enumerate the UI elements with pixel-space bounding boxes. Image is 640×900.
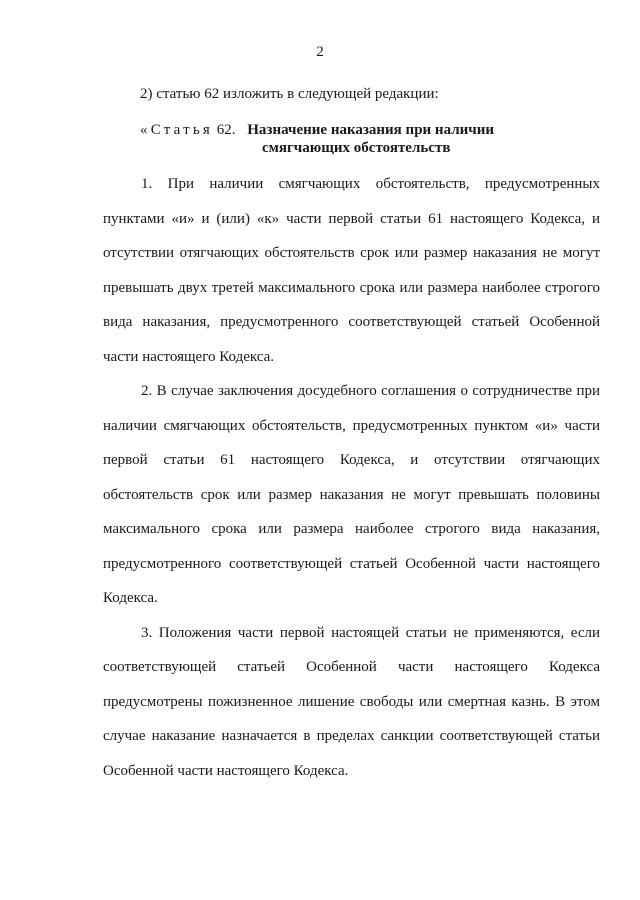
article-heading: [140, 121, 600, 157]
paragraph-1: 1. При наличии смягчающих обстоятельств, предусмотренных пунктами «и» и (или) «к» части первой статьи 61 настоящего Кодекса, и отсутствии отягчающих обстоятельств срок или размер наказания не могут превышать двух третей максимального срока или размера наиболее строгого вида наказания, предусмотренного соответствующей статьей Особенной части настоящего Кодекса.: [103, 176, 600, 365]
page-number: 2: [316, 44, 324, 60]
article-body: [103, 167, 600, 788]
article-number: 62.: [216, 122, 236, 138]
article-lead: «Статья: [140, 122, 214, 138]
article-title-line-2: смягчающих обстоятельств: [262, 140, 451, 156]
paragraph-3: 3. Положения части первой настоящей статьи не применяются, если соответствующей статьей Особенной части настоящего Кодекса предусмотрены пожизненное лишение свободы или смертная казнь. В этом случае наказание назначается в пределах санкции соответствующей статьи Особенной части настоящего Кодекса.: [103, 624, 600, 779]
amendment-intro: 2) статью 62 изложить в следующей редакции:: [140, 86, 439, 102]
article-title-line-1: Назначение наказания при наличии: [247, 122, 495, 138]
paragraph-2: 2. В случае заключения досудебного соглашения о сотрудничестве при наличии смягчающих обстоятельств, предусмотренных пунктом «и» части первой статьи 61 настоящего Кодекса, и отсутствии отягчающих обстоятельств срок или размер наказания не могут превышать половины максимального срока или размера наиболее строгого вида наказания, предусмотренного соответствующей статьей Особенной части настоящего Кодекса.: [103, 383, 600, 606]
